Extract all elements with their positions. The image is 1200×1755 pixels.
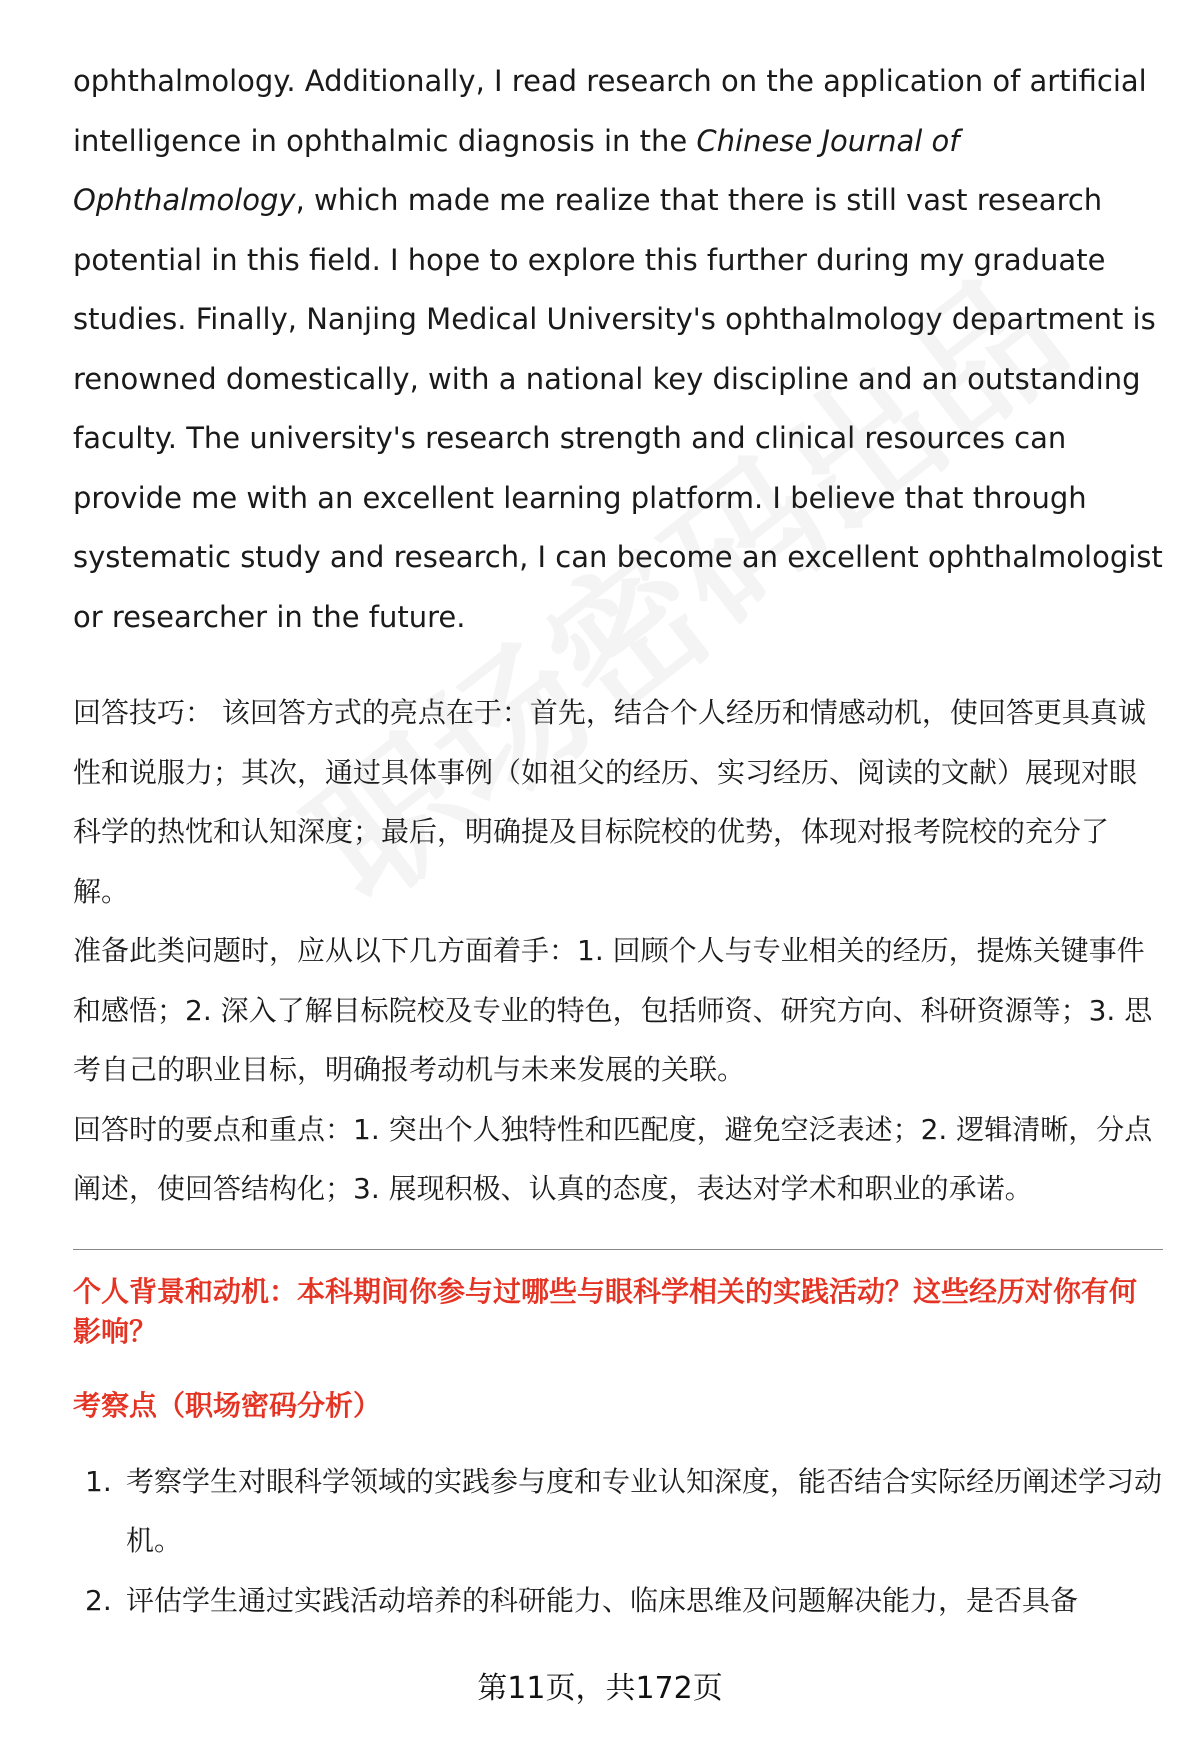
list-item-number: 1. (85, 1464, 112, 1498)
page-number-footer: 第11页，共172页 (477, 1671, 723, 1706)
list-item (73, 1571, 1163, 1631)
answer-tips (73, 683, 1163, 1219)
assessment-points-list (73, 1452, 1163, 1631)
tips-paragraph-2: 准备此类问题时，应从以下几方面着手：1. 回顾个人与专业相关的经历，提炼关键事件和感悟；2. 深入了解目标院校及专业的特色，包括师资、研究方向、科研资源等；3. 思考自己的职业目标，明确报考动机与未来发展的关联。 (73, 934, 1153, 1086)
list-item (73, 1452, 1163, 1571)
list-item-text: 考察学生对眼科学领域的实践参与度和专业认知深度，能否结合实际经历阐述学习动机。 (126, 1464, 1163, 1557)
section-divider (73, 1249, 1163, 1250)
tips-paragraph-3: 回答时的要点和重点：1. 突出个人独特性和匹配度，避免空泛表述；2. 逻辑清晰，分点阐述，使回答结构化；3. 展现积极、认真的态度，表达对学术和职业的承诺。 (73, 1112, 1153, 1205)
answer-paragraph-part1: ophthalmology. Additionally, I read research on the application of artificial intelligence in ophthalmic diagnosis in the (73, 64, 1147, 158)
tips-paragraph-1: 回答技巧： 该回答方式的亮点在于：首先，结合个人经历和情感动机，使回答更具真诚性和说服力；其次，通过具体事例（如祖父的经历、实习经历、阅读的文献）展现对眼科学的热忱和认知深度；最后，明确提及目标院校的优势，体现对报考院校的充分了解。 (73, 696, 1146, 908)
list-item-text: 评估学生通过实践活动培养的科研能力、临床思维及问题解决能力，是否具备 (126, 1583, 1079, 1617)
page-content (73, 52, 1163, 1630)
answer-paragraph (73, 52, 1163, 647)
list-item-number: 2. (85, 1583, 112, 1617)
question-heading: 个人背景和动机：本科期间你参与过哪些与眼科学相关的实践活动？这些经历对你有何影响？ (73, 1274, 1138, 1348)
journal-title: Chinese Journal of Ophthalmology (73, 123, 960, 217)
assessment-subheading: 考察点（职场密码分析） (73, 1388, 382, 1422)
answer-paragraph-part2: , which made me realize that there is still vast research potential in this field. I hope to explore this further during my graduate studies. Finally, Nanjing Medical University's ophthalmology department is renowned domestically, with a national key discipline and an outstanding faculty. The university's research strength and clinical resources can provide me with an excellent learning platform. I believe that through systematic study and research, I can become an excellent ophthalmologist or researcher in the future. (73, 183, 1163, 634)
